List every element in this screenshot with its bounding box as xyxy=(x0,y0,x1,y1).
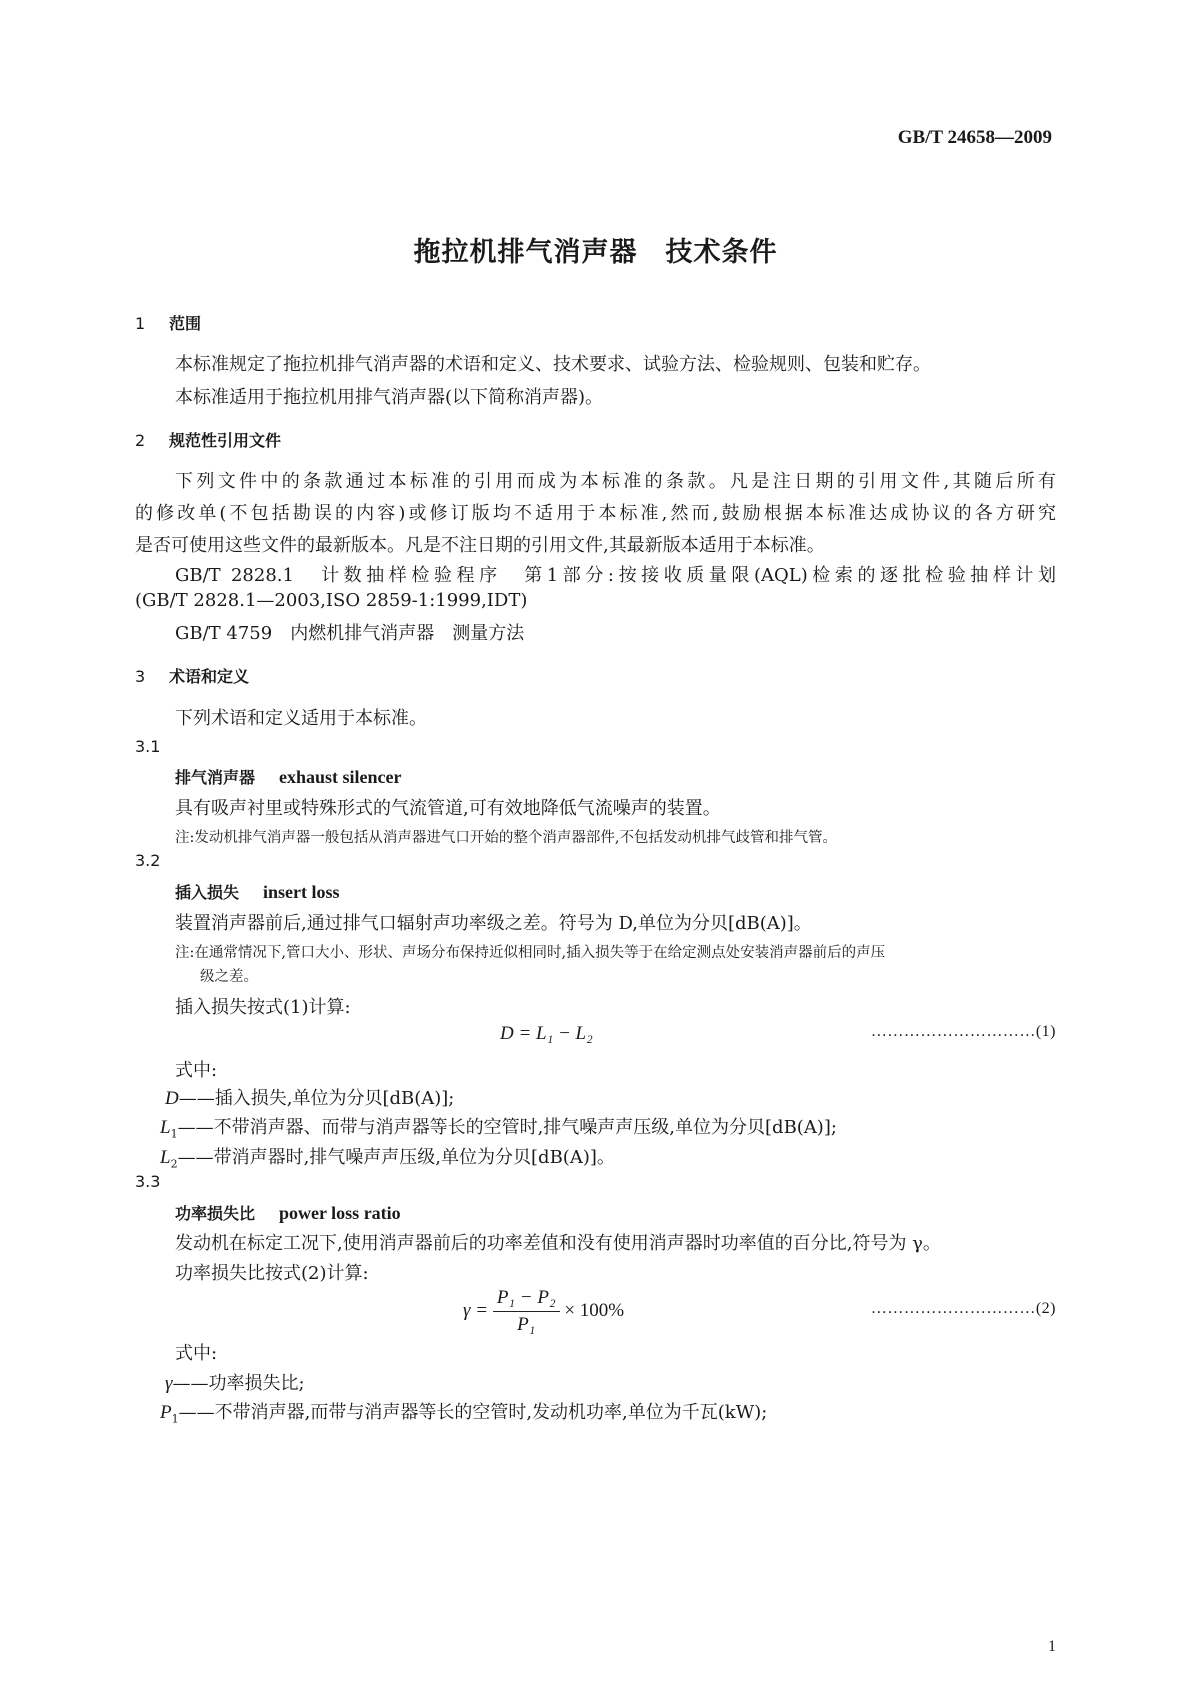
equation-number: …………………………(1) xyxy=(870,1023,1056,1040)
symbol: D xyxy=(165,1088,179,1109)
paragraph: 本标准适用于拖拉机用排气消声器(以下简称消声器)。 xyxy=(175,387,604,408)
term-definition: 装置消声器前后,通过排气口辐射声功率级之差。符号为 D,单位为分贝[dB(A)]。 xyxy=(175,913,812,934)
term-definition: 发动机在标定工况下,使用消声器前后的功率差值和没有使用消声器时功率值的百分比,符号为 γ。 xyxy=(175,1233,941,1254)
paragraph: 本标准规定了拖拉机排气消声器的术语和定义、技术要求、试验方法、检验规则、包装和贮存。 xyxy=(175,354,931,375)
term-number: 3.2 xyxy=(135,851,161,870)
section-3-heading xyxy=(135,664,249,687)
where-item xyxy=(165,1084,454,1110)
equation-lhs: γ = xyxy=(463,1299,489,1321)
note: 注:在通常情况下,管口大小、形状、声场分布保持近似相同时,插入损失等于在给定测点处安装消声器前后的声压 xyxy=(175,945,886,961)
symbol: P xyxy=(160,1402,172,1423)
equation-number: …………………………(2) xyxy=(870,1300,1056,1317)
section-number: 2 xyxy=(135,431,146,450)
where-label: 式中: xyxy=(175,1343,218,1364)
symbol-description: ——功率损失比; xyxy=(172,1373,305,1394)
section-2-heading xyxy=(135,428,281,451)
term-number: 3.1 xyxy=(135,737,161,756)
term-chinese: 排气消声器 xyxy=(175,768,256,787)
term-chinese: 功率损失比 xyxy=(175,1204,256,1223)
standard-number: GB/T 24658—2009 xyxy=(897,127,1052,148)
note-cont: 级之差。 xyxy=(200,969,258,985)
reference-item-cont: (GB/T 2828.1—2003,ISO 2859-1:1999,IDT) xyxy=(135,590,528,611)
term-number: 3.3 xyxy=(135,1172,161,1191)
page-number: 1 xyxy=(1048,1638,1056,1655)
term-definition: 具有吸声衬里或特殊形式的气流管道,可有效地降低气流噪声的装置。 xyxy=(175,798,721,819)
where-label: 式中: xyxy=(175,1060,218,1081)
section-number: 1 xyxy=(135,314,146,333)
where-item xyxy=(160,1113,837,1141)
document-title: 拖拉机排气消声器 技术条件 xyxy=(413,237,778,268)
section-title: 术语和定义 xyxy=(169,667,250,686)
term-english: power loss ratio xyxy=(279,1203,401,1223)
symbol-subscript: 2 xyxy=(170,1157,178,1171)
term-heading xyxy=(175,880,340,903)
paragraph: 下列术语和定义适用于本标准。 xyxy=(175,708,427,729)
term-heading xyxy=(175,765,402,788)
symbol-subscript: 1 xyxy=(171,1412,179,1426)
symbol-description: ——插入损失,单位为分贝[dB(A)]; xyxy=(178,1088,455,1109)
where-item xyxy=(165,1369,305,1395)
term-chinese: 插入损失 xyxy=(175,883,240,902)
symbol-subscript: 1 xyxy=(170,1127,178,1141)
equation-rhs: × 100% xyxy=(564,1299,625,1321)
term-english: insert loss xyxy=(263,882,340,902)
equation-2 xyxy=(463,1287,624,1336)
symbol: γ xyxy=(165,1373,173,1394)
note: 注:发动机排气消声器一般包括从消声器进气口开始的整个消声器部件,不包括发动机排气歧管和排气管。 xyxy=(175,830,837,846)
symbol-description: ——带消声器时,排气噪声声压级,单位为分贝[dB(A)]。 xyxy=(177,1147,615,1168)
term-english: exhaust silencer xyxy=(279,767,402,787)
paragraph: 插入损失按式(1)计算: xyxy=(175,997,351,1018)
fraction xyxy=(493,1287,560,1336)
section-title: 规范性引用文件 xyxy=(169,431,282,450)
symbol: L xyxy=(160,1147,171,1168)
paragraph: 功率损失比按式(2)计算: xyxy=(175,1263,369,1284)
fraction-numerator: P₁ − P₂ xyxy=(493,1287,560,1312)
section-title: 范围 xyxy=(169,314,202,333)
paragraph-line: 的修改单(不包括勘误的内容)或修订版均不适用于本标准,然而,鼓励根据本标准达成协议的各方研究 xyxy=(135,503,1056,524)
section-1-heading xyxy=(135,311,201,334)
reference-item: GB/T 4759 内燃机排气消声器 测量方法 xyxy=(175,623,525,644)
reference-item: GB/T 2828.1 计数抽样检验程序 第1部分:按接收质量限(AQL)检索的逐批检验抽样计划 xyxy=(175,565,1056,586)
symbol: L xyxy=(160,1117,171,1138)
fraction-denominator: P₁ xyxy=(517,1314,536,1335)
where-item xyxy=(160,1143,615,1171)
term-heading xyxy=(175,1201,401,1224)
symbol-description: ——不带消声器,而带与消声器等长的空管时,发动机功率,单位为千瓦(kW); xyxy=(178,1402,768,1423)
paragraph-line: 下列文件中的条款通过本标准的引用而成为本标准的条款。凡是注日期的引用文件,其随后所有 xyxy=(175,471,1056,492)
paragraph-line: 是否可使用这些文件的最新版本。凡是不注日期的引用文件,其最新版本适用于本标准。 xyxy=(135,535,825,556)
section-number: 3 xyxy=(135,667,146,686)
symbol-description: ——不带消声器、而带与消声器等长的空管时,排气噪声声压级,单位为分贝[dB(A)]; xyxy=(177,1117,837,1138)
equation-1: D = L₁ − L₂ xyxy=(500,1023,593,1044)
where-item xyxy=(160,1398,767,1426)
